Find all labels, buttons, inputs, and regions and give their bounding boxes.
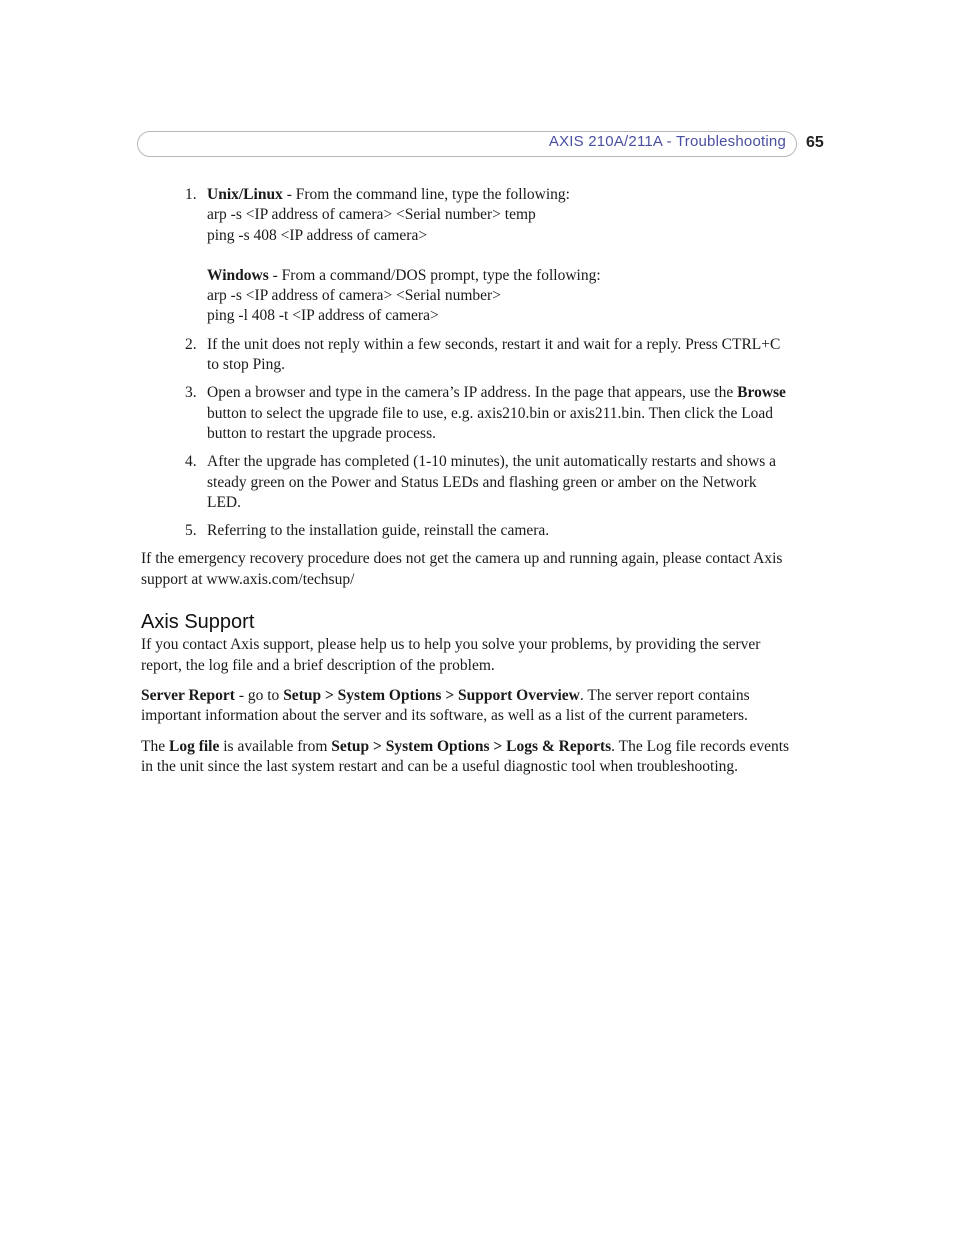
step-text: After the upgrade has completed (1-10 minutes), the unit automatically restarts and shows a steady green on the Power and Status LEDs and flashing green or amber on the Network LED. bbox=[207, 453, 777, 511]
support-intro: If you contact Axis support, please help us to help you solve your problems, by providing the server report, the log file and a brief description of the problem. bbox=[141, 636, 761, 674]
step-text-b: button to select the upgrade file to use, e.g. axis210.bin or axis211.bin. Then click the Load button to restart the upgrade process. bbox=[207, 404, 774, 442]
unix-command-2: ping -s 408 <IP address of camera> bbox=[207, 226, 428, 244]
browse-label: Browse bbox=[737, 384, 786, 402]
list-item bbox=[141, 521, 793, 541]
step-number: 1. bbox=[185, 186, 197, 203]
section-heading: Axis Support bbox=[141, 611, 255, 634]
list-item bbox=[141, 335, 793, 376]
step-number: 5. bbox=[185, 522, 197, 540]
windows-text: - From a command/DOS prompt, type the following: bbox=[268, 266, 601, 284]
step-text-a: Open a browser and type in the camera’s IP address. In the page that appears, use the bbox=[207, 384, 738, 402]
unix-text: - From the command line, type the following: bbox=[282, 186, 570, 203]
windows-label: Windows bbox=[207, 266, 269, 284]
windows-instruction bbox=[207, 266, 793, 286]
step-number: 4. bbox=[185, 453, 197, 471]
running-header-title: AXIS 210A/211A - Troubleshooting bbox=[548, 133, 786, 150]
server-goto-text: - go to bbox=[234, 686, 284, 704]
unix-command-1: arp -s <IP address of camera> <Serial number> temp bbox=[207, 206, 536, 224]
list-item bbox=[141, 452, 793, 513]
step-text: If the unit does not reply within a few seconds, restart it and wait for a reply. Press CTRL+C to stop Ping. bbox=[207, 335, 781, 374]
recovery-steps-list bbox=[141, 185, 793, 541]
log-file-path: Setup > System Options > Logs & Reports bbox=[331, 737, 612, 755]
list-item bbox=[141, 185, 793, 327]
server-report-label: Server Report bbox=[141, 686, 235, 704]
unix-label: Unix/Linux bbox=[207, 186, 283, 203]
server-report-text: . The server report contains important information about the server and its software, as well as a list of the current parameters. bbox=[141, 686, 750, 725]
step-number: 3. bbox=[185, 384, 197, 402]
windows-command-2: ping -l 408 -t <IP address of camera> bbox=[207, 307, 439, 325]
blank-line bbox=[207, 246, 793, 266]
log-file-label: Log file bbox=[168, 737, 220, 755]
step-text: Referring to the installation guide, reinstall the camera. bbox=[207, 522, 550, 540]
server-report-path: Setup > System Options > Support Overview bbox=[283, 686, 580, 704]
log-file-paragraph bbox=[141, 737, 793, 778]
step-number: 2. bbox=[185, 335, 197, 353]
log-avail-text: is available from bbox=[219, 737, 332, 755]
page-number: 65 bbox=[806, 134, 824, 151]
list-item bbox=[141, 383, 793, 444]
windows-command-1: arp -s <IP address of camera> <Serial number> bbox=[207, 287, 501, 305]
server-report-paragraph bbox=[141, 686, 793, 727]
log-the-text: The bbox=[141, 737, 169, 755]
page-content bbox=[141, 185, 793, 787]
unix-instruction bbox=[207, 185, 793, 205]
recovery-note: If the emergency recovery procedure does not get the camera up and running again, please contact Axis support at www.axis.com/techsup/ bbox=[141, 550, 783, 588]
log-file-text: . The Log file records events in the unit since the last system restart and can be a useful diagnostic tool when troubleshooting. bbox=[141, 737, 790, 775]
